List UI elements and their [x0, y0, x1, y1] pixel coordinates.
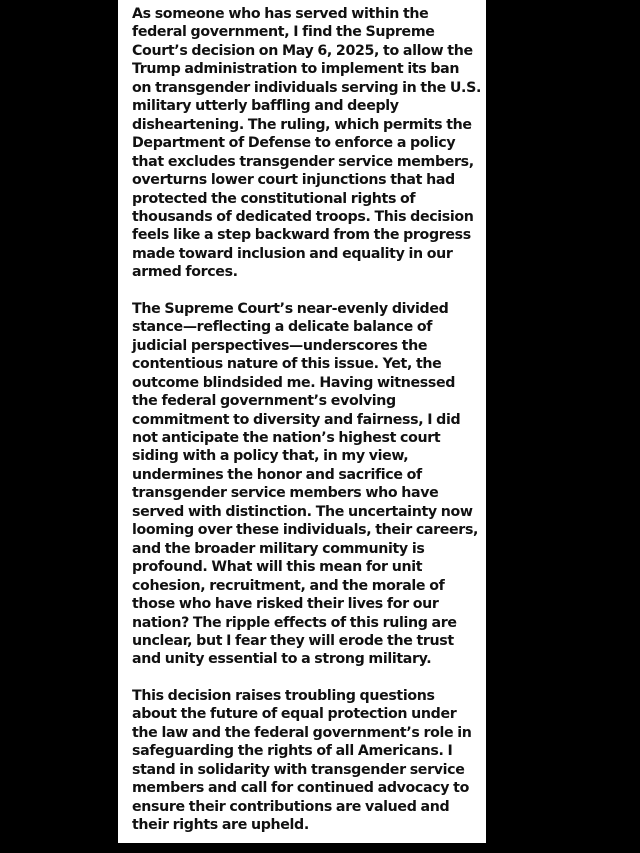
- paragraph-3: This decision raises troubling questions about the future of equal protection under the law and the federal government’s role in safeguarding the rights of all Americans. I stand in solidarity with transgender service members and call for continued advocacy to ensure their contributions are valued and their rights are upheld.: [132, 687, 472, 834]
- paragraph-1: As someone who has served within the federal government, I find the Supreme Court’s decision on May 6, 2025, to allow the Trump administration to implement its ban on transgender individuals serving in the U.S. military utterly baffling and deeply disheartening. The ruling, which permits the Department of Defense to enforce a policy that excludes transgender service members, overturns lower court injunctions that had protected the constitutional rights of thousands of dedicated troops. This decision feels like a step backward from the progress made toward inclusion and equality in our armed forces.: [132, 6, 481, 281]
- document-page: [118, 0, 486, 843]
- paragraph-2: The Supreme Court’s near-evenly divided stance—reflecting a delicate balance of judicial perspectives—underscores the contentious nature of this issue. Yet, the outcome blindsided me. Having witnessed the federal government’s evolving commitment to diversity and fairness, I did not anticipate the nation’s highest court siding with a policy that, in my view, undermines the honor and sacrifice of transgender service members who have served with distinction. The uncertainty now looming over these individuals, their careers, and the broader military community is profound. What will this mean for unit cohesion, recruitment, and the morale of those who have risked their lives for our nation? The ripple effects of this ruling are unclear, but I fear they will erode the trust and unity essential to a strong military.: [132, 300, 479, 668]
